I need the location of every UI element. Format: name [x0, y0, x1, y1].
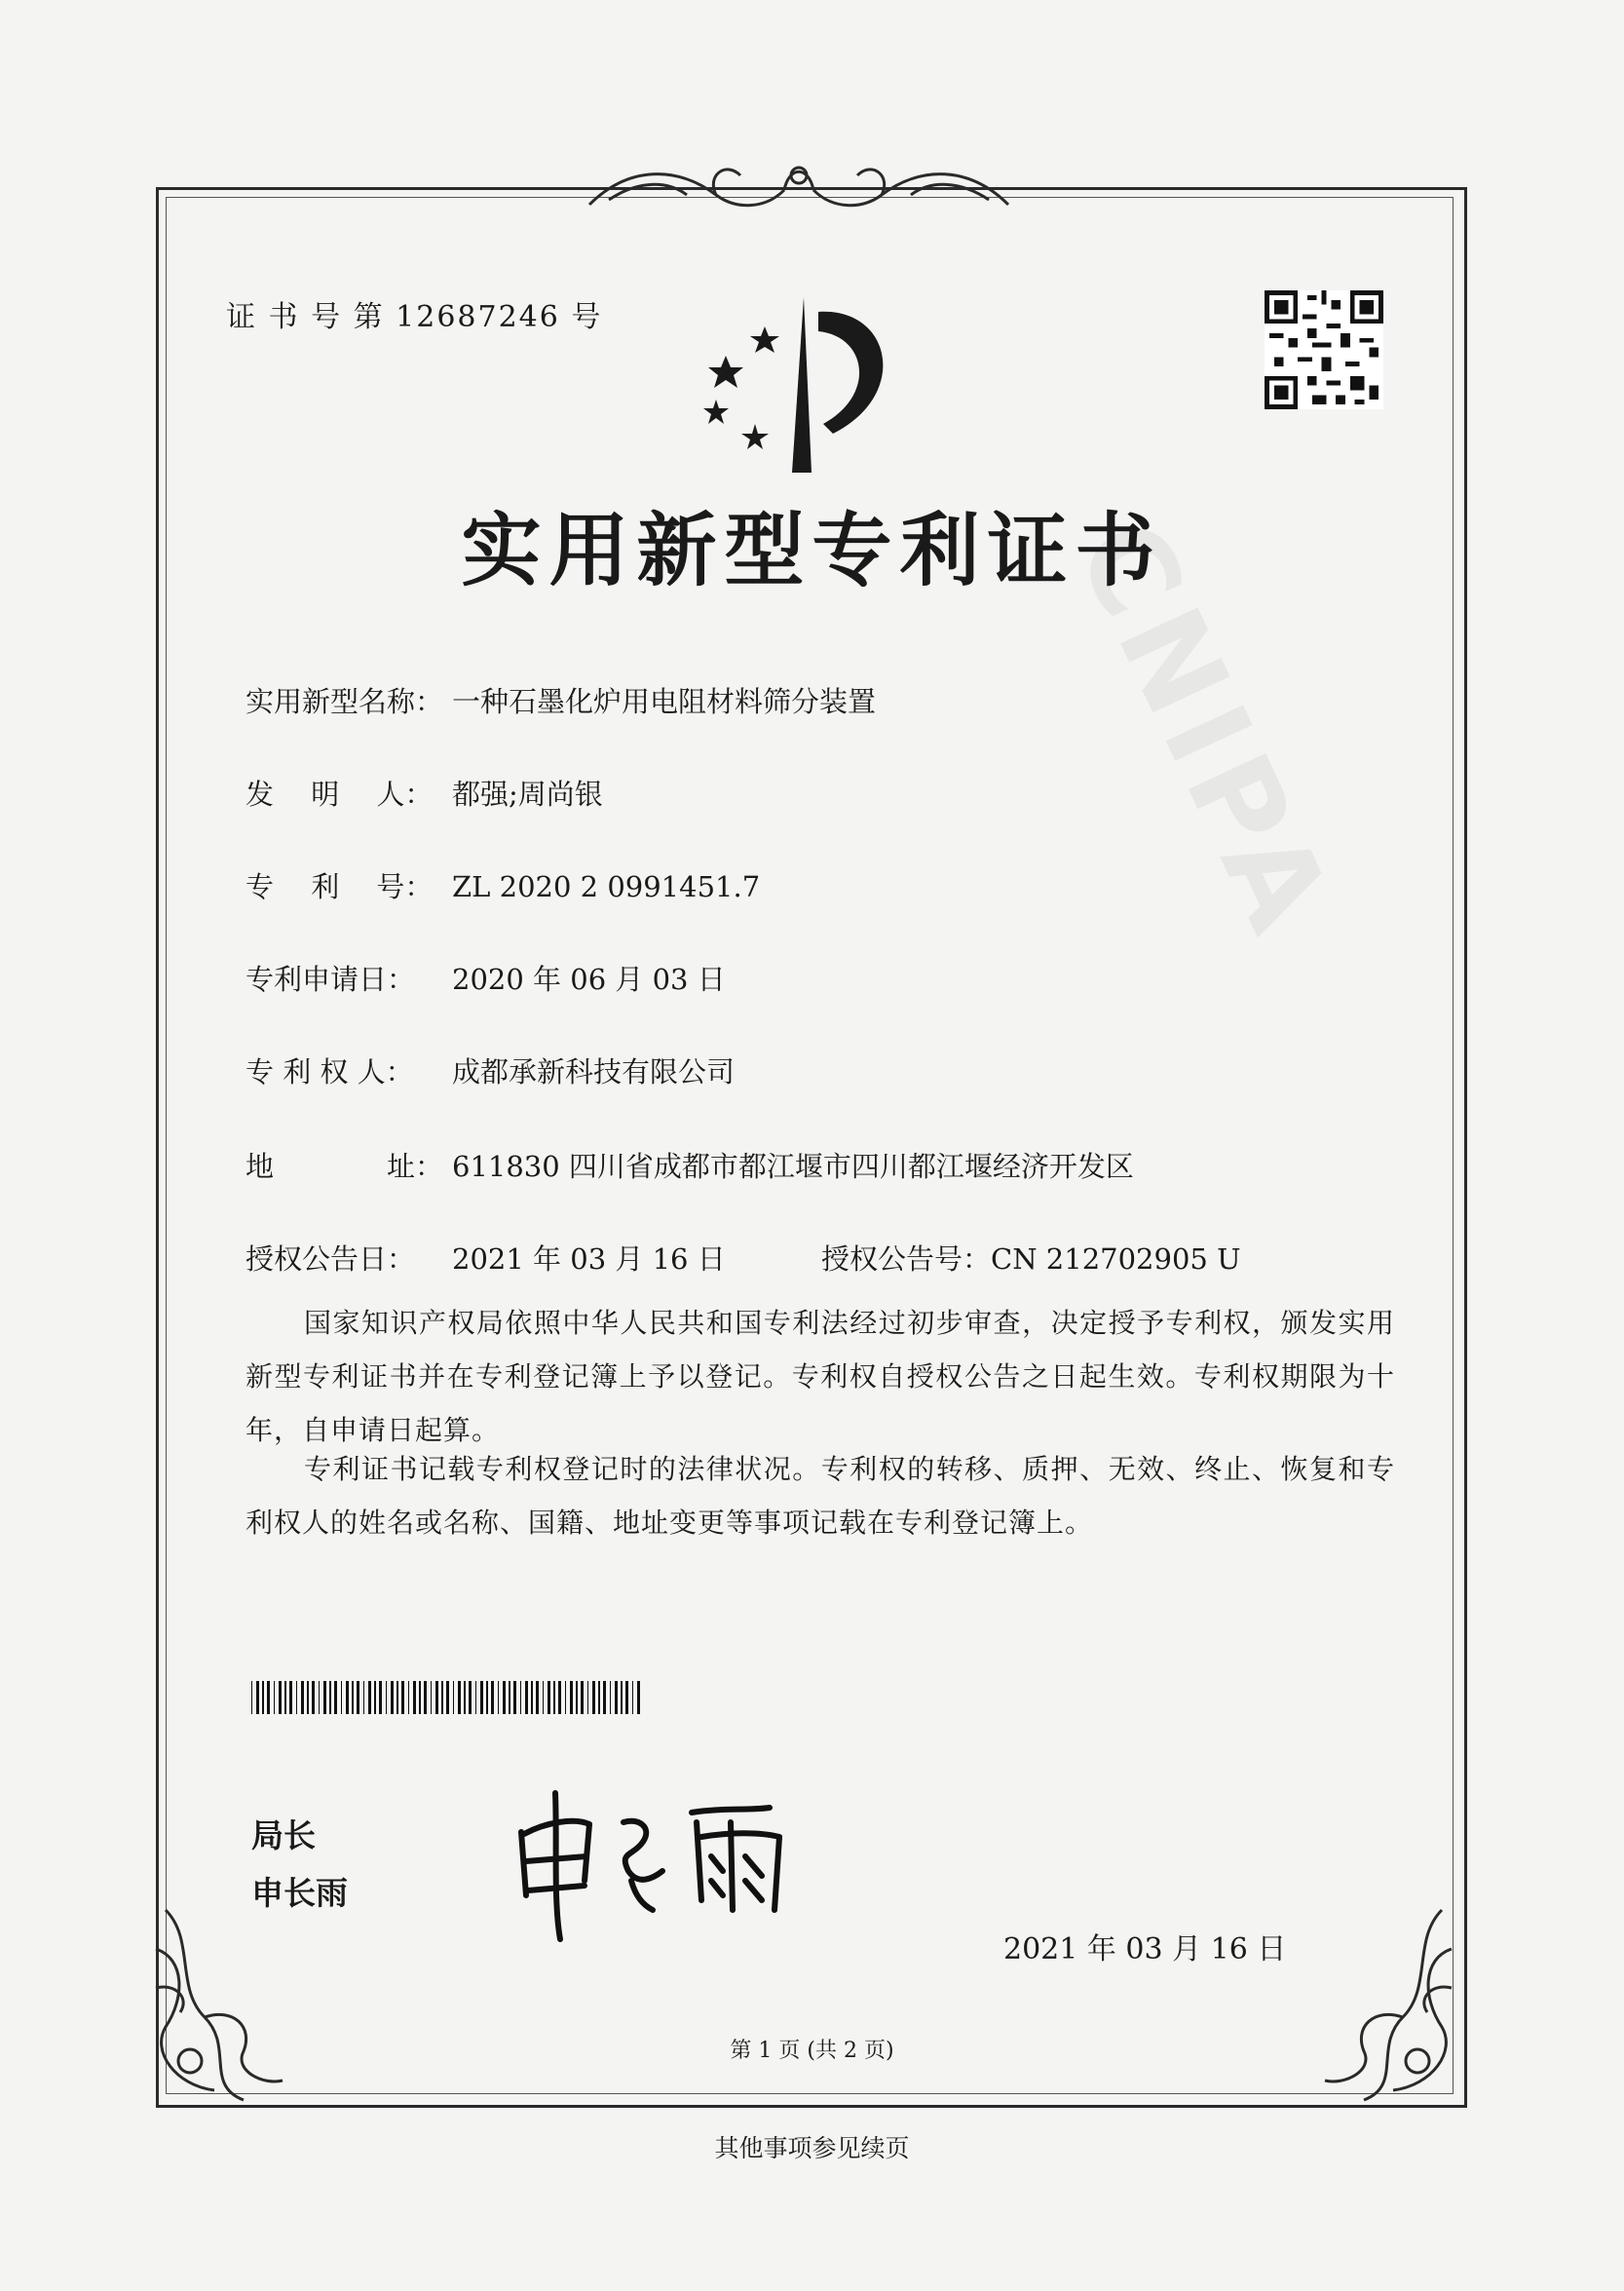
- watermark: CNIPA: [1049, 501, 1360, 960]
- qr-code: [1265, 290, 1383, 409]
- patentee-label: 专 利 权 人：: [245, 1055, 414, 1088]
- grant-number-label: 授权公告号：: [821, 1242, 992, 1276]
- patent-office-emblem-icon: [687, 287, 921, 482]
- footer-note: 其他事项参见续页: [714, 2134, 910, 2162]
- corner-ornament-icon: [1315, 1890, 1461, 2115]
- patentee-row: [245, 1050, 735, 1090]
- filing-date-label: 专利申请日：: [245, 963, 416, 996]
- grant-number-value: CN 212702905 U: [991, 1242, 1241, 1276]
- certificate-title: 实用新型专利证书: [461, 505, 1163, 597]
- body-paragraph-2: 专利证书记载专利权登记时的法律状况。专利权的转移、质押、无效、终止、恢复和专利权人的姓名或名称、国籍、地址变更等事项记载在专利登记簿上。: [245, 1453, 1395, 1539]
- certificate-number: 证 书 号 第 12687246 号: [226, 300, 603, 334]
- patent-number-row: [245, 865, 760, 905]
- inventor-label: 发 明 人：: [245, 778, 434, 811]
- inventor-value: 都强;周尚银: [452, 778, 603, 811]
- utility-model-name-label: 实用新型名称：: [245, 685, 444, 718]
- page-number: 第 1 页 (共 2 页): [730, 2039, 894, 2063]
- director-handwritten-signature: [507, 1764, 828, 1949]
- utility-model-name-row: [245, 680, 876, 720]
- body-paragraph-1: 国家知识产权局依照中华人民共和国专利法经过初步审查，决定授予专利权，颁发实用新型专利证书并在专利登记簿上予以登记。专利权自授权公告之日起生效。专利权期限为十年，自申请日起算。: [245, 1307, 1395, 1446]
- patent-number-value: ZL 2020 2 0991451.7: [452, 870, 761, 903]
- grant-number-row: [821, 1238, 1241, 1278]
- filing-date-row: [245, 958, 726, 998]
- signature-date: 2021 年 03 月 16 日: [1003, 1932, 1287, 1966]
- patent-number-label: 专 利 号：: [245, 870, 434, 903]
- patentee-value: 成都承新科技有限公司: [452, 1055, 736, 1088]
- barcode: [251, 1681, 646, 1714]
- utility-model-name-value: 一种石墨化炉用电阻材料筛分装置: [452, 685, 877, 718]
- top-ornament-icon: [570, 146, 1028, 224]
- grant-date-label: 授权公告日：: [245, 1242, 416, 1276]
- grant-date-row: [245, 1238, 726, 1278]
- grant-date-value: 2021 年 03 月 16 日: [452, 1242, 726, 1276]
- director-name: 申长雨: [251, 1874, 348, 1912]
- address-row: [245, 1145, 1134, 1185]
- address-value: 611830 四川省成都市都江堰市四川都江堰经济开发区: [452, 1150, 1134, 1183]
- director-title: 局长: [251, 1816, 316, 1854]
- inventor-row: [245, 773, 603, 813]
- filing-date-value: 2020 年 06 月 03 日: [452, 963, 726, 996]
- corner-ornament-icon: [146, 1890, 292, 2115]
- address-label: 地 址：: [245, 1150, 444, 1183]
